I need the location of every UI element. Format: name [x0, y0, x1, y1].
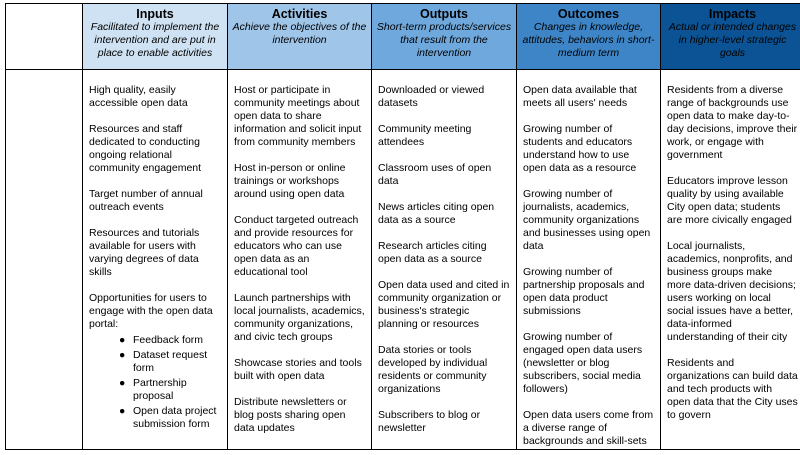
list-item: Growing number of engaged open data users (newsletter or blog subscribers, social media followers) [523, 331, 643, 395]
header-outcomes [517, 4, 661, 70]
header-title: Outcomes [557, 7, 620, 21]
list-item: Growing number of partnership proposals and open data product submissions [523, 266, 645, 317]
header-title: Outputs [420, 7, 468, 21]
header-activities [228, 4, 372, 70]
list-item: Community meeting attendees [378, 123, 472, 148]
list-item: Subscribers to blog or newsletter [378, 409, 481, 434]
header-subtitle: Changes in knowledge, attitudes, behaviors in short-medium term [522, 21, 655, 59]
bullet-icon: ● [119, 405, 126, 417]
header-subtitle: Short-term products/services that result from the intervention [376, 21, 512, 59]
list-item: Open data used and cited in community organization or business's strategic planning or resources [378, 279, 510, 330]
list-item: Opportunities for users to engage with the open data portal: [89, 292, 213, 330]
bullet-icon: ● [119, 334, 126, 346]
list-item: News articles citing open data as a source [378, 201, 495, 226]
portal-options-list [89, 334, 221, 431]
activities-cell [228, 70, 372, 450]
list-item: High quality, easily accessible open data [89, 84, 188, 109]
header-subtitle: Achieve the objectives of the intervention [232, 21, 367, 46]
list-item: Classroom uses of open data [378, 162, 492, 187]
bullet-text: Dataset request form [133, 349, 208, 374]
list-item: Growing number of journalists, academics, community organizations and businesses using open data [523, 188, 651, 252]
header-subtitle: Facilitated to implement the intervention and are put in place to enable activities [90, 21, 220, 59]
list-item: Target number of annual outreach events [89, 188, 203, 213]
bullet-text: Feedback form [133, 334, 204, 346]
bullet-text: Partnership proposal [133, 377, 187, 402]
impacts-cell [661, 70, 800, 450]
header-title: Inputs [136, 7, 174, 21]
list-item: Resources and staff dedicated to conducting ongoing relational community engagement [89, 123, 202, 174]
list-item: Residents and organizations can build data and tech products with open data that the City uses to govern [667, 357, 798, 421]
header-outputs [372, 4, 517, 70]
list-item: Open data users come from a diverse range of backgrounds and skill-sets [523, 409, 654, 447]
bullet-item [119, 377, 221, 403]
list-item: Resources and tutorials available for users with varying degrees of data skills [89, 227, 200, 278]
list-item: Conduct targeted outreach and provide resources for educators who can use open data as an educational tool [234, 214, 359, 278]
header-title: Activities [271, 7, 328, 21]
bullet-item [119, 405, 221, 431]
outcomes-cell [517, 70, 661, 450]
list-item: Growing number of students and educators understand how to use open data as a resource [523, 123, 637, 174]
list-item: Distribute newsletters or blog posts sharing open data updates [234, 396, 347, 434]
list-item: Research articles citing open data as a source [378, 240, 487, 265]
list-item: Residents from a diverse range of backgrounds use open data to make day-to-day decisions, improve their work, or engage with government [667, 84, 798, 161]
logic-model-table [5, 3, 800, 450]
list-item: Showcase stories and tools built with open data [234, 357, 362, 382]
list-item: Launch partnerships with local journalists, academics, community organizations, and civic tech groups [234, 292, 365, 343]
list-item: Host or participate in community meetings about open data to share information and solicit input from community members [234, 84, 362, 148]
list-item: Local journalists, academics, nonprofits, and business groups make more data-driven decisions; users working on local social issues have a better, data-informed understanding of their city [667, 240, 796, 343]
outputs-cell [372, 70, 517, 450]
list-item: Educators improve lesson quality by using available City open data; students are more civically engaged [667, 175, 792, 226]
bullet-item [119, 349, 221, 375]
bullet-icon: ● [119, 349, 126, 361]
list-item: Open data available that meets all users' needs [523, 84, 637, 109]
list-item: Downloaded or viewed datasets [378, 84, 485, 109]
header-title: Impacts [708, 7, 757, 21]
list-item: Data stories or tools developed by individual residents or community organizations [378, 344, 488, 395]
bullet-text: Open data project submission form [133, 405, 217, 430]
inputs-cell [83, 70, 228, 450]
header-subtitle: Actual or intended changes in higher-level strategic goals [668, 21, 797, 59]
header-impacts [661, 4, 800, 70]
bullet-icon: ● [119, 377, 126, 389]
list-item: Host in-person or online trainings or workshops around using open data [234, 162, 346, 200]
bullet-item [119, 334, 221, 347]
corner-cell [6, 4, 83, 70]
row-label-cell [6, 70, 83, 450]
header-inputs [83, 4, 228, 70]
